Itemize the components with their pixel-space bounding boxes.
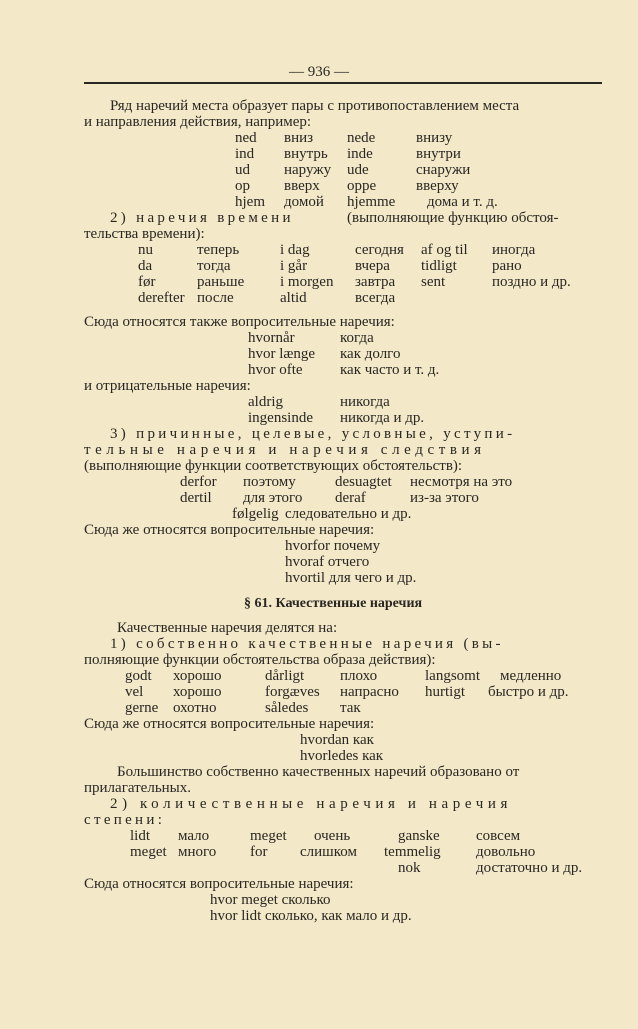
intro-line-2: и направления действия, например: [84, 114, 312, 130]
time-heading-rest: (выполняющие функцию обстоя- [347, 210, 559, 226]
place-op: op [235, 178, 250, 194]
time-zavtra: завтра [355, 274, 396, 290]
qa-langsomt: langsomt [425, 668, 480, 684]
time-ranshe: раньше [197, 274, 245, 290]
time-sent: sent [421, 274, 446, 290]
header-rule [84, 82, 602, 84]
c-dertil: dertil [180, 490, 212, 506]
qa-khorosho-2: хорошо [173, 684, 222, 700]
time-idag: i dag [280, 242, 310, 258]
n-nikogda-dr: никогда и др. [340, 410, 425, 426]
time-teper: теперь [197, 242, 240, 258]
qa-naprasno: напрасно [340, 684, 399, 700]
c-nesmotrya: несмотря на это [410, 474, 513, 490]
place-oppe: oppe [347, 178, 377, 194]
c-dlyaetogo: для этого [243, 490, 303, 506]
time-heading-line-2: тельства времени): [84, 226, 205, 242]
m-mnogo: много [178, 844, 217, 860]
m-meget: meget [250, 828, 287, 844]
m-meget-2: meget [130, 844, 167, 860]
quality-interrogative: Сюда же относятся вопросительные наречия: [84, 716, 375, 732]
time-inogda: иногда [492, 242, 536, 258]
c-sledovatelno: следовательно и др. [285, 506, 412, 522]
qa-forgaeves: forgæves [265, 684, 320, 700]
qa-godt: godt [125, 668, 152, 684]
qa-khorosho: хорошо [173, 668, 222, 684]
c-folgelig: følgelig [232, 506, 279, 522]
time-igar: i går [280, 258, 308, 274]
n-nikogda: никогда [340, 394, 390, 410]
time-togda: тогда [197, 258, 231, 274]
q-hvorlaenge: hvor længe [248, 346, 316, 362]
section-heading: § 61. Качественные наречия [244, 596, 423, 611]
place-ned: ned [235, 130, 257, 146]
n-aldrig: aldrig [248, 394, 283, 410]
place-hjem: hjem [235, 194, 265, 210]
c-poetomu: поэтому [243, 474, 296, 490]
time-nu: nu [138, 242, 153, 258]
mq-hvorlidt: hvor lidt сколько, как мало и др. [210, 908, 412, 924]
m-ochen: очень [314, 828, 351, 844]
qa-bystro: быстро и др. [488, 684, 569, 700]
time-altid: altid [280, 290, 307, 306]
place-doma: дома и т. д. [427, 194, 498, 210]
n-ingensinde: ingensinde [248, 410, 313, 426]
negative-intro: и отрицательные наречия: [84, 378, 251, 394]
place-snaruzhi: снаружи [416, 162, 471, 178]
place-domoi: домой [284, 194, 324, 210]
quantity-heading-2: степени: [84, 812, 166, 828]
m-for: for [250, 844, 268, 860]
m-dovolno: довольно [476, 844, 536, 860]
m-lidt: lidt [130, 828, 151, 844]
quality-heading-2: полняющие функции обстоятельства образа действия): [84, 652, 436, 668]
qq-hvorledes: hvorledes как [300, 748, 384, 764]
interrogative-intro: Сюда относятся также вопросительные наречия: [84, 314, 395, 330]
qa-okhotno: охотно [173, 700, 217, 716]
qa-hurtigt: hurtigt [425, 684, 465, 700]
quality-intro: Качественные наречия делятся на: [117, 620, 338, 636]
m-ganske: ganske [398, 828, 440, 844]
cause-interrogative: Сюда же относятся вопросительные наречия: [84, 522, 375, 538]
cq-hvoraf: hvoraf отчего [285, 554, 370, 570]
c-desuagtet: desuagtet [335, 474, 392, 490]
place-inde: inde [347, 146, 373, 162]
cq-hvortil: hvortil для чего и др. [285, 570, 417, 586]
place-vniz: вниз [284, 130, 314, 146]
place-ude: ude [347, 162, 369, 178]
place-hjemme: hjemme [347, 194, 396, 210]
qa-gerne: gerne [125, 700, 159, 716]
place-nede: nede [347, 130, 376, 146]
q-dolgo: как долго [340, 346, 401, 362]
m-dostatochno: достаточно и др. [476, 860, 583, 876]
cause-heading-3: (выполняющие функции соответствующих обстоятельств): [84, 458, 463, 474]
q-hvornar: hvornår [248, 330, 295, 346]
q-kogda: когда [340, 330, 374, 346]
c-derfor: derfor [180, 474, 217, 490]
qa-darligt: dårligt [265, 668, 305, 684]
intro-line-1: Ряд наречий места образует пары с противопоставлением места [110, 98, 520, 114]
qa-vel: vel [125, 684, 144, 700]
time-vsegda: всегда [355, 290, 396, 306]
place-ud: ud [235, 162, 250, 178]
place-vnutri: внутри [416, 146, 461, 162]
majority-line-1: Большинство собственно качественных наречий образовано от [117, 764, 520, 780]
m-sovsem: совсем [476, 828, 521, 844]
time-derefter: derefter [138, 290, 185, 306]
qa-medlenno: медленно [500, 668, 562, 684]
time-vchera: вчера [355, 258, 390, 274]
time-posle: после [197, 290, 234, 306]
m-malo: мало [178, 828, 210, 844]
q-hvorofte: hvor ofte [248, 362, 303, 378]
cause-heading: 3) причинные, целевые, условные, уступи- [110, 426, 516, 442]
cq-hvorfor: hvorfor почему [285, 538, 381, 554]
quality-heading: 1) собственно качественные наречия (вы- [110, 636, 504, 652]
place-vverkhu: вверху [416, 178, 459, 194]
time-heading: 2) наречия времени [110, 210, 294, 226]
qq-hvordan: hvordan как [300, 732, 374, 748]
mq-hvormeget: hvor meget сколько [210, 892, 331, 908]
place-vnutr: внутрь [284, 146, 328, 162]
qa-plokho: плохо [340, 668, 378, 684]
time-imorgen: i morgen [280, 274, 334, 290]
q-chasto: как часто и т. д. [340, 362, 440, 378]
quantity-interrogative: Сюда относятся вопросительные наречия: [84, 876, 354, 892]
m-nok: nok [398, 860, 421, 876]
cause-heading-2: тельные наречия и наречия следствия [84, 442, 486, 458]
time-tidligt: tidligt [421, 258, 457, 274]
time-rano: рано [492, 258, 522, 274]
majority-line-2: прилагательных. [84, 780, 192, 796]
time-for: før [138, 274, 156, 290]
page-number: — 936 — [289, 64, 349, 80]
place-vnizu: внизу [416, 130, 453, 146]
c-izzaetogo: из-за этого [410, 490, 479, 506]
c-deraf: deraf [335, 490, 366, 506]
quantity-heading: 2) количественные наречия и наречия [110, 796, 512, 812]
time-segodnya: сегодня [355, 242, 404, 258]
qa-tak: так [340, 700, 361, 716]
m-slishkom: слишком [300, 844, 357, 860]
time-pozdno: поздно и др. [492, 274, 571, 290]
time-afogtil: af og til [421, 242, 468, 258]
qa-saledes: således [265, 700, 309, 716]
time-da: da [138, 258, 153, 274]
place-ind: ind [235, 146, 255, 162]
place-naruzhu: наружу [284, 162, 332, 178]
place-vverkh: вверх [284, 178, 320, 194]
m-temmelig: temmelig [384, 844, 441, 860]
